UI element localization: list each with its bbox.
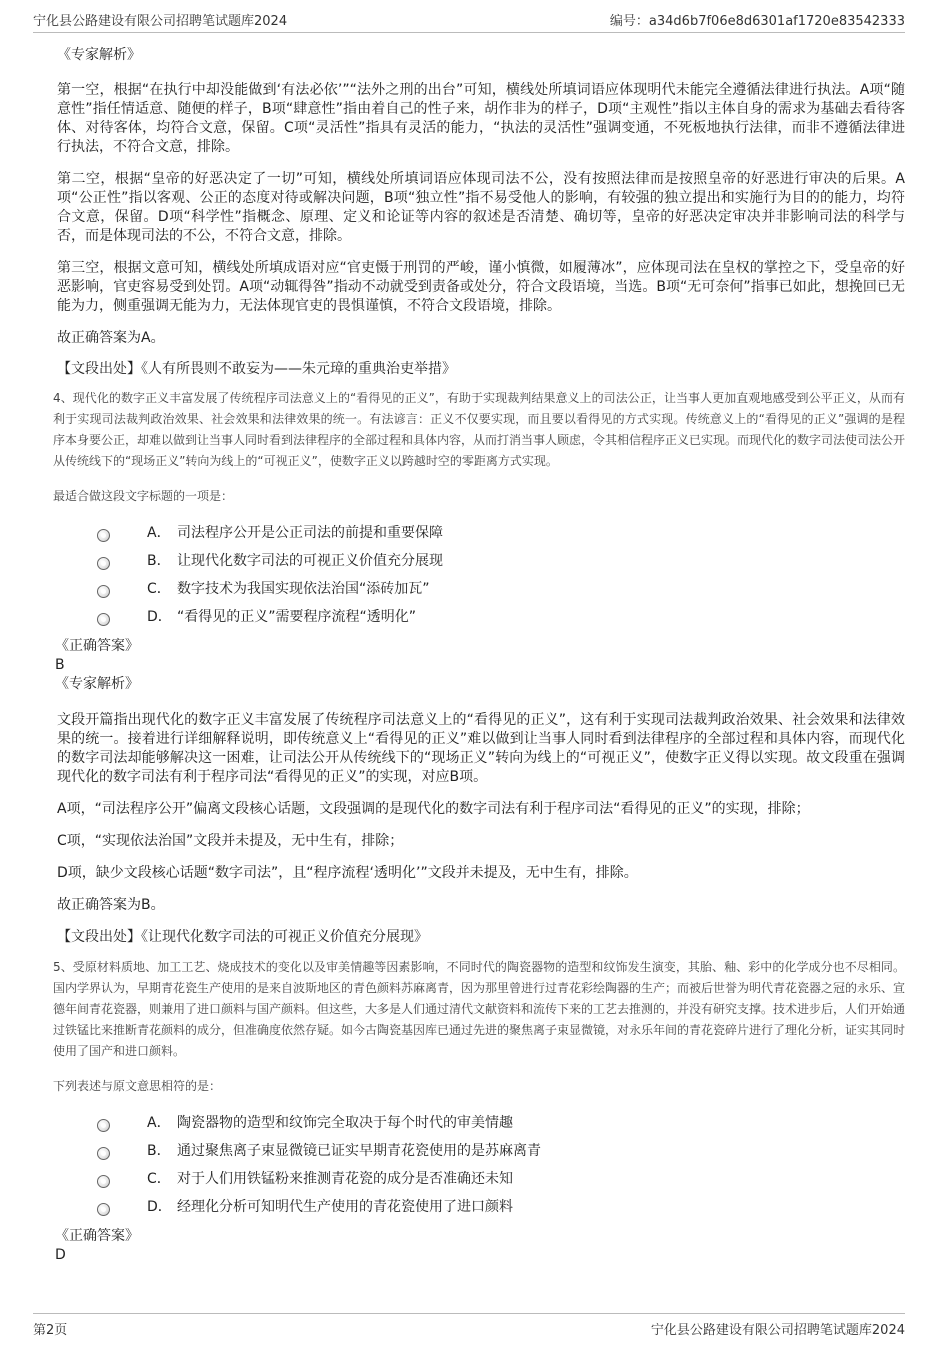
radio-button-icon[interactable] — [97, 1119, 110, 1132]
radio-button-icon[interactable] — [97, 1175, 110, 1188]
q4-option-c[interactable] — [57, 575, 905, 603]
q3-analysis-para-1: 第一空，根据“在执行中却没能做到‘有法必依’”“法外之刑的出台”可知，横线处所填词语应体现明代未能完全遵循法律进行执法。A项“随意性”指任情适意、随便的样子，B项“肆意性”指由着自己的性子来，胡作非为的样子，D项“主观性”指以主体自身的需求为基础去看待客体、对待客体，均符合文意，保留。C项“灵活性”指具有灵活的能力，“执法的灵活性”强调变通，不死板地执行法律，而非不遵循法律进行执法，不符合文意，排除。 — [57, 82, 905, 155]
q3-source: 【文段出处】《人有所畏则不敢妄为——朱元璋的重典治吏举措》 — [57, 361, 456, 377]
q4-option-a[interactable] — [57, 519, 905, 547]
option-letter: C． — [147, 1171, 171, 1187]
q5-question: 下列表述与原文意思相符的是： — [53, 1079, 222, 1093]
q4-question: 最适合做这段文字标题的一项是： — [53, 489, 234, 503]
q4-answer-title: 《正确答案》 — [55, 638, 139, 654]
option-text: 数字技术为我国实现依法治国“添砖加瓦” — [177, 581, 430, 597]
header-title: 宁化县公路建设有限公司招聘笔试题库2024 — [33, 14, 288, 29]
radio-button-icon[interactable] — [97, 1147, 110, 1160]
q3-analysis-para-3: 第三空，根据文意可知，横线处所填成语对应“官吏慑于刑罚的严峻，谨小慎微，如履薄冰”，应体现司法在皇权的掌控之下，受皇帝的好恶影响，官吏容易受到处罚。A项“动辄得咎”指动不动就受到责备或处分，符合文段语境，当选。B项“无可奈何”指事已如此，想挽回已无能为力，侧重强调无能为力，无法体现官吏的畏惧谨慎，不符合文段语境，排除。 — [57, 260, 905, 314]
q5-option-c[interactable] — [57, 1165, 905, 1193]
option-letter: B． — [147, 553, 171, 569]
radio-button-icon[interactable] — [97, 557, 110, 570]
option-letter: D． — [147, 609, 172, 625]
q5-answer-title: 《正确答案》 — [55, 1228, 139, 1244]
header-doc-id: 编号：a34d6b7f06e8d6301af1720e83542333 — [609, 14, 905, 29]
q3-analysis-para-2: 第二空，根据“皇帝的好恶决定了一切”可知，横线处所填词语应体现司法不公，没有按照法律而是按照皇帝的好恶进行审决的后果。A项“公正性”指以客观、公正的态度对待或解决问题，B项“独立性”指不易受他人的影响，有较强的独立提出和实施行为目的的能力，均符合文意，保留。D项“科学性”指概念、原理、定义和论证等内容的叙述是否清楚、确切等，皇帝的好恶决定审决并非影响司法的科学与否，而是体现司法的不公，不符合文意，排除。 — [57, 171, 905, 244]
page-number: 第2页 — [33, 1323, 68, 1338]
option-letter: B． — [147, 1143, 171, 1159]
q5-answer: D — [55, 1247, 66, 1263]
option-text: “看得见的正义”需要程序流程“透明化” — [177, 609, 417, 625]
radio-button-icon[interactable] — [97, 529, 110, 542]
q4-options — [57, 519, 905, 631]
q4-analysis-title: 《专家解析》 — [55, 676, 139, 692]
q5-options — [57, 1109, 905, 1221]
footer-title: 宁化县公路建设有限公司招聘笔试题库2024 — [650, 1323, 905, 1338]
q3-analysis-title: 《专家解析》 — [57, 47, 141, 63]
option-letter: A． — [147, 525, 171, 541]
q4-answer: B — [55, 657, 65, 673]
page-footer — [33, 1313, 905, 1338]
q4-analysis-para-3: C项，“实现依法治国”文段并未提及，无中生有，排除； — [57, 833, 404, 849]
option-text: 对于人们用铁锰粉来推测青花瓷的成分是否准确还未知 — [177, 1171, 513, 1187]
radio-button-icon[interactable] — [97, 585, 110, 598]
q5-option-a[interactable] — [57, 1109, 905, 1137]
q5-option-d[interactable] — [57, 1193, 905, 1221]
q4-option-b[interactable] — [57, 547, 905, 575]
option-letter: D． — [147, 1199, 172, 1215]
q4-option-d[interactable] — [57, 603, 905, 631]
q5-option-b[interactable] — [57, 1137, 905, 1165]
option-text: 司法程序公开是公正司法的前提和重要保障 — [177, 525, 443, 541]
option-text: 让现代化数字司法的可视正义价值充分展现 — [177, 553, 443, 569]
q4-analysis-para-1: 文段开篇指出现代化的数字正义丰富发展了传统程序司法意义上的“看得见的正义”，这有利于实现司法裁判政治效果、社会效果和法律效果的统一。接着进行详细解释说明，即传统意义上“看得见的正义”难以做到让当事人同时看到法律程序的全部过程和具体内容，而现代化的数字司法却能够解决这一困难，让司法公开从传统线下的“现场正义”转向为线上的“可视正义”，使数字正义得以实现。故文段重在强调现代化的数字司法有利于程序司法“看得见的正义”的实现，对应B项。 — [57, 712, 905, 785]
radio-button-icon[interactable] — [97, 1203, 110, 1216]
option-text: 陶瓷器物的造型和纹饰完全取决于每个时代的审美情趣 — [177, 1115, 513, 1131]
option-text: 经理化分析可知明代生产使用的青花瓷使用了进口颜料 — [177, 1199, 513, 1215]
radio-button-icon[interactable] — [97, 613, 110, 626]
q5-stem: 5、受原材料质地、加工工艺、烧成技术的变化以及审美情趣等因素影响，不同时代的陶瓷器物的造型和纹饰发生演变，其胎、釉、彩中的化学成分也不尽相同。国内学界认为，早期青花瓷生产使用的是来自波斯地区的青色颜料苏麻离青，因为那里曾进行过青花彩绘陶器的生产；而被后世誉为明代青花瓷器之冠的永乐、宣德年间青花瓷器，则兼用了进口颜料与国产颜料。但这些，大多是人们通过清代文献资料和流传下来的工艺去推测的，并没有研究支撑。技术进步后，人们开始通过铁锰比来推断青花颜料的成分，但准确度依然存疑。如今古陶瓷基因库已通过先进的聚焦离子束显微镜，对永乐年间的青花瓷碎片进行了理化分析，证实其同时使用了国产和进口颜料。 — [53, 960, 906, 1058]
page-header — [33, 10, 905, 33]
option-text: 通过聚焦离子束显微镜已证实早期青花瓷使用的是苏麻离青 — [177, 1143, 541, 1159]
q3-conclusion: 故正确答案为A。 — [57, 330, 165, 346]
q4-stem: 4、现代化的数字正义丰富发展了传统程序司法意义上的“看得见的正义”，有助于实现裁判结果意义上的司法公正，让当事人更加直观地感受到公平正义，从而有利于实现司法裁判政治效果、社会效果和法律效果的统一。有法谚言：正义不仅要实现，而且要以看得见的方式实现。传统意义上的“看得见的正义”强调的是程序本身要公正，却难以做到让当事人同时看到法律程序的全部过程和具体内容，从而打消当事人顾虑，令其相信程序正义已实现。而现代化的数字司法使司法公开从传统线下的“现场正义”转向为线上的“可视正义”，使数字正义以跨越时空的零距离方式实现。 — [53, 391, 906, 468]
q4-analysis-para-2: A项，“司法程序公开”偏离文段核心话题，文段强调的是现代化的数字司法有利于程序司法“看得见的正义”的实现，排除； — [57, 801, 810, 817]
option-letter: C． — [147, 581, 171, 597]
page-content — [53, 44, 906, 1265]
option-letter: A． — [147, 1115, 171, 1131]
q4-analysis-para-4: D项，缺少文段核心话题“数字司法”，且“程序流程‘透明化’”文段并未提及，无中生有，排除。 — [57, 865, 638, 881]
q4-source: 【文段出处】《让现代化数字司法的可视正义价值充分展现》 — [57, 929, 428, 945]
q4-conclusion: 故正确答案为B。 — [57, 897, 165, 913]
